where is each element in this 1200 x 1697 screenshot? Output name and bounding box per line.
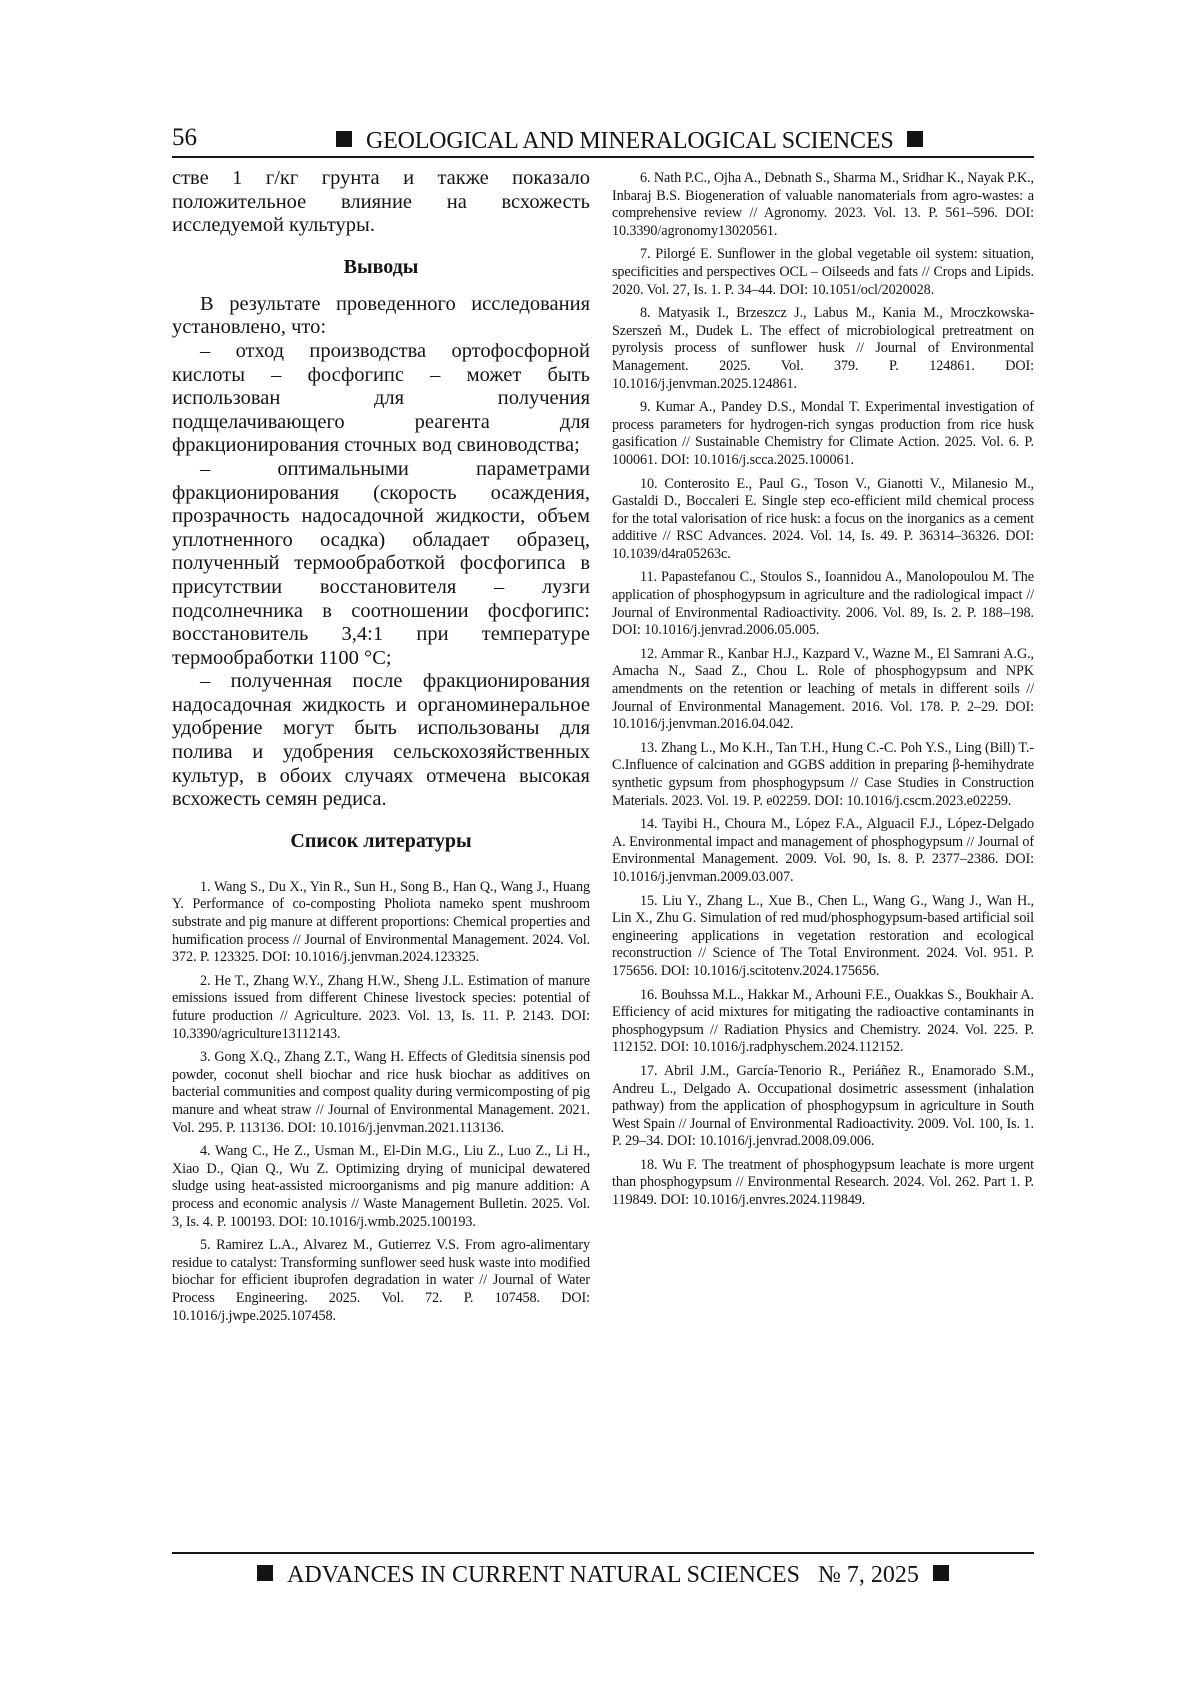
reference-item: 9. Kumar A., Pandey D.S., Mondal T. Experimental investigation of process parameters for hydrogen-rich syngas production from rice husk gasification // Sustainable Chemistry for Climate Action. 2025. Vol. 6. P. 100061. DOI: 10.1016/j.scca.2025.100061. bbox=[612, 399, 1034, 468]
reference-item: 16. Bouhssa M.L., Hakkar M., Arhouni F.E., Ouakkas S., Boukhair A. Efficiency of acid mixtures for mitigating the radioactive contaminants in phosphogypsum // Radiation Physics and Chemistry. 2024. Vol. 225. P. 112152. DOI: 10.1016/j.radphyschem.2024.112152. bbox=[612, 986, 1034, 1056]
reference-item: 14. Tayibi H., Choura M., López F.A., Alguacil F.J., López-Delgado A. Environmental impact and management of phosphogypsum // Journal of Environmental Management. 2009. Vol. 90, Is. 8. P. 2377–2386. DOI: 10.1016/j.jenvman.2009.03.007. bbox=[612, 816, 1034, 885]
conclusion-item: – отход производства ортофосфорной кислоты – фосфогипс – может быть использован для получения подщелачивающего реагента для фракционирования сточных вод свиноводства; bbox=[172, 339, 590, 457]
conclusions-title: Выводы bbox=[343, 255, 419, 278]
running-title: GEOLOGICAL AND MINERALOGICAL SCIENCES bbox=[366, 128, 894, 154]
conclusion-item: – оптимальными параметрами фракционирования (скорость осаждения, прозрачность надосадочной жидкости, объем уплотненного осадка) обладает образец, полученный термообработкой фосфогипса в присутствии восстановителя – лузги подсолнечника в соотношении фосфогипс: восстановитель 3,4:1 при температуре термообработки 1100 °С; bbox=[172, 457, 590, 669]
conclusion-item: – полученная после фракционирования надосадочная жидкость и органоминеральное удобрение могут быть использованы для полива и удобрения сельскохозяйственных культур, в обоих случаях отмечена высокая всхожесть семян редиса. bbox=[172, 670, 590, 811]
reference-item: 12. Ammar R., Kanbar H.J., Kazpard V., Wazne M., El Samrani A.G., Amacha N., Saad Z., Chou L. Role of phosphogypsum and NPK amendments on the retention or leaching of metals in different soils // Journal of Environmental Management. 2016. Vol. 178. P. 2–29. DOI: 10.1016/j.jenvman.2016.04.042. bbox=[612, 645, 1034, 733]
issue-number: № 7, 2025 bbox=[818, 1562, 919, 1588]
right-column bbox=[612, 170, 1034, 1216]
page-footer bbox=[172, 1552, 1034, 1597]
header-rule bbox=[172, 156, 1034, 158]
reference-item: 13. Zhang L., Mo K.H., Tan T.H., Hung C.-C. Poh Y.S., Ling (Bill) T.-C.Influence of calcination and GGBS addition in preparing β-hemihydrate synthetic gypsum from phosphogypsum // Case Studies in Construction Materials. 2023. Vol. 19. P. e02259. DOI: 10.1016/j.cscm.2023.e02259. bbox=[612, 739, 1034, 809]
conclusions-lead: В результате проведенного исследования установлено, что: bbox=[172, 292, 590, 339]
square-bullet-icon bbox=[933, 1565, 949, 1581]
reference-item: 5. Ramirez L.A., Alvarez M., Gutierrez V.S. From agro-alimentary residue to catalyst: Transforming sunflower seed husk waste into modified biochar for efficient ibuprofen degradation in water // Journal of Water Process Engineering. 2025. Vol. 72. P. 107458. DOI: 10.1016/j.jwpe.2025.107458. bbox=[172, 1237, 590, 1324]
square-bullet-icon bbox=[907, 131, 923, 147]
footer-rule bbox=[172, 1552, 1034, 1554]
reference-item: 3. Gong X.Q., Zhang Z.T., Wang H. Effects of Gleditsia sinensis pod powder, coconut shell biochar and rice husk biochar as additives on bacterial communities and compost quality during vermicomposting of pig manure and wheat straw // Journal of Environmental Management. 2021. Vol. 295. P. 113136. DOI: 10.1016/j.jenvman.2021.113136. bbox=[172, 1049, 590, 1136]
intro-paragraph: стве 1 г/кг грунта и также показало положительное влияние на всхожесть исследуемой культуры. bbox=[172, 167, 590, 237]
reference-item: 1. Wang S., Du X., Yin R., Sun H., Song B., Han Q., Wang J., Huang Y. Performance of co-composting Pholiota nameko spent mushroom substrate and pig manure at different proportions: Chemical properties and humification process // Journal of Environmental Management. 2024. Vol. 372. P. 123325. DOI: 10.1016/j.jenvman.2024.123325. bbox=[172, 878, 590, 966]
reference-item: 6. Nath P.C., Ojha A., Debnath S., Sharma M., Sridhar K., Nayak P.K., Inbaraj B.S. Biogeneration of valuable nanomaterials from agro-wastes: a comprehensive review // Agronomy. 2023. Vol. 13. P. 561–596. DOI: 10.3390/agronomy13020561. bbox=[612, 170, 1034, 239]
page-number: 56 bbox=[172, 124, 197, 151]
reference-item: 4. Wang C., He Z., Usman M., El-Din M.G., Liu Z., Luo Z., Li H., Xiao D., Qian Q., Wu Z. Optimizing drying of municipal dewatered sludge using heat-assisted microorganisms and pig manure addition: A process and economic analysis // Waste Management Bulletin. 2025. Vol. 3, Is. 4. P. 100193. DOI: 10.1016/j.wmb.2025.100193. bbox=[172, 1143, 590, 1230]
reference-item: 7. Pilorgé E. Sunflower in the global vegetable oil system: situation, specificities and perspectives OCL – Oilseeds and fats // Crops and Lipids. 2020. Vol. 27, Is. 1. P. 34–44. DOI: 10.1051/ocl/2020028. bbox=[612, 246, 1034, 298]
footer-text bbox=[172, 1562, 1034, 1589]
page-header bbox=[172, 118, 1034, 158]
square-bullet-icon bbox=[336, 131, 352, 147]
square-bullet-icon bbox=[257, 1565, 273, 1581]
reference-item: 11. Papastefanou C., Stoulos S., Ioannidou A., Manolopoulou M. The application of phosphogypsum in agriculture and the radiological impact // Journal of Environmental Radioactivity. 2006. Vol. 89, Is. 2. P. 188–198. DOI: 10.1016/j.jenvrad.2006.05.005. bbox=[612, 569, 1034, 639]
reference-item: 17. Abril J.M., García-Tenorio R., Periáñez R., Enamorado S.M., Andreu L., Delgado A. Occupational dosimetric assessment (inhalation pathway) from the application of phosphogypsum in agriculture in South West Spain // Journal of Environmental Radioactivity. 2009. Vol. 100, Is. 1. P. 29–34. DOI: 10.1016/j.jenvrad.2008.09.006. bbox=[612, 1062, 1034, 1150]
references-title: Список литературы bbox=[290, 829, 472, 852]
reference-item: 18. Wu F. The treatment of phosphogypsum leachate is more urgent than phosphogypsum // Environmental Research. 2024. Vol. 262. Part 1. P. 119849. DOI: 10.1016/j.envres.2024.119849. bbox=[612, 1156, 1034, 1209]
left-column bbox=[172, 167, 590, 1331]
reference-item: 15. Liu Y., Zhang L., Xue B., Chen L., Wang G., Wang J., Wan H., Lin X., Zhu G. Simulation of red mud/phosphogypsum-based artificial soil engineering applications in vegetation restoration and ecological reconstruction // Science of The Total Environment. 2024. Vol. 951. P. 175656. DOI: 10.1016/j.scitotenv.2024.175656. bbox=[612, 892, 1034, 979]
reference-item: 8. Matyasik I., Brzeszcz J., Labus M., Kania M., Mroczkowska-Szerszeń M., Dudek L. The effect of microbiological pretreatment on pyrolysis process of sunflower husk // Journal of Environmental Management. 2025. Vol. 379. P. 124861. DOI: 10.1016/j.jenvman.2025.124861. bbox=[612, 305, 1034, 392]
reference-item: 2. He T., Zhang W.Y., Zhang H.W., Sheng J.L. Estimation of manure emissions issued from different Chinese livestock species: potential of future production // Agriculture. 2023. Vol. 13, Is. 11. P. 2143. DOI: 10.3390/agriculture13112143. bbox=[172, 972, 590, 1042]
journal-title: ADVANCES IN CURRENT NATURAL SCIENCES bbox=[287, 1562, 801, 1588]
reference-item: 10. Conterosito E., Paul G., Toson V., Gianotti V., Milanesio M., Gastaldi D., Boccaleri E. Single step eco-efficient mild chemical process for the total valorisation of rice husk: a focus on the inorganics as a cement additive // RSC Advances. 2024. Vol. 14, Is. 49. P. 36314–36326. DOI: 10.1039/d4ra05263c. bbox=[612, 475, 1034, 562]
running-head bbox=[322, 128, 937, 155]
